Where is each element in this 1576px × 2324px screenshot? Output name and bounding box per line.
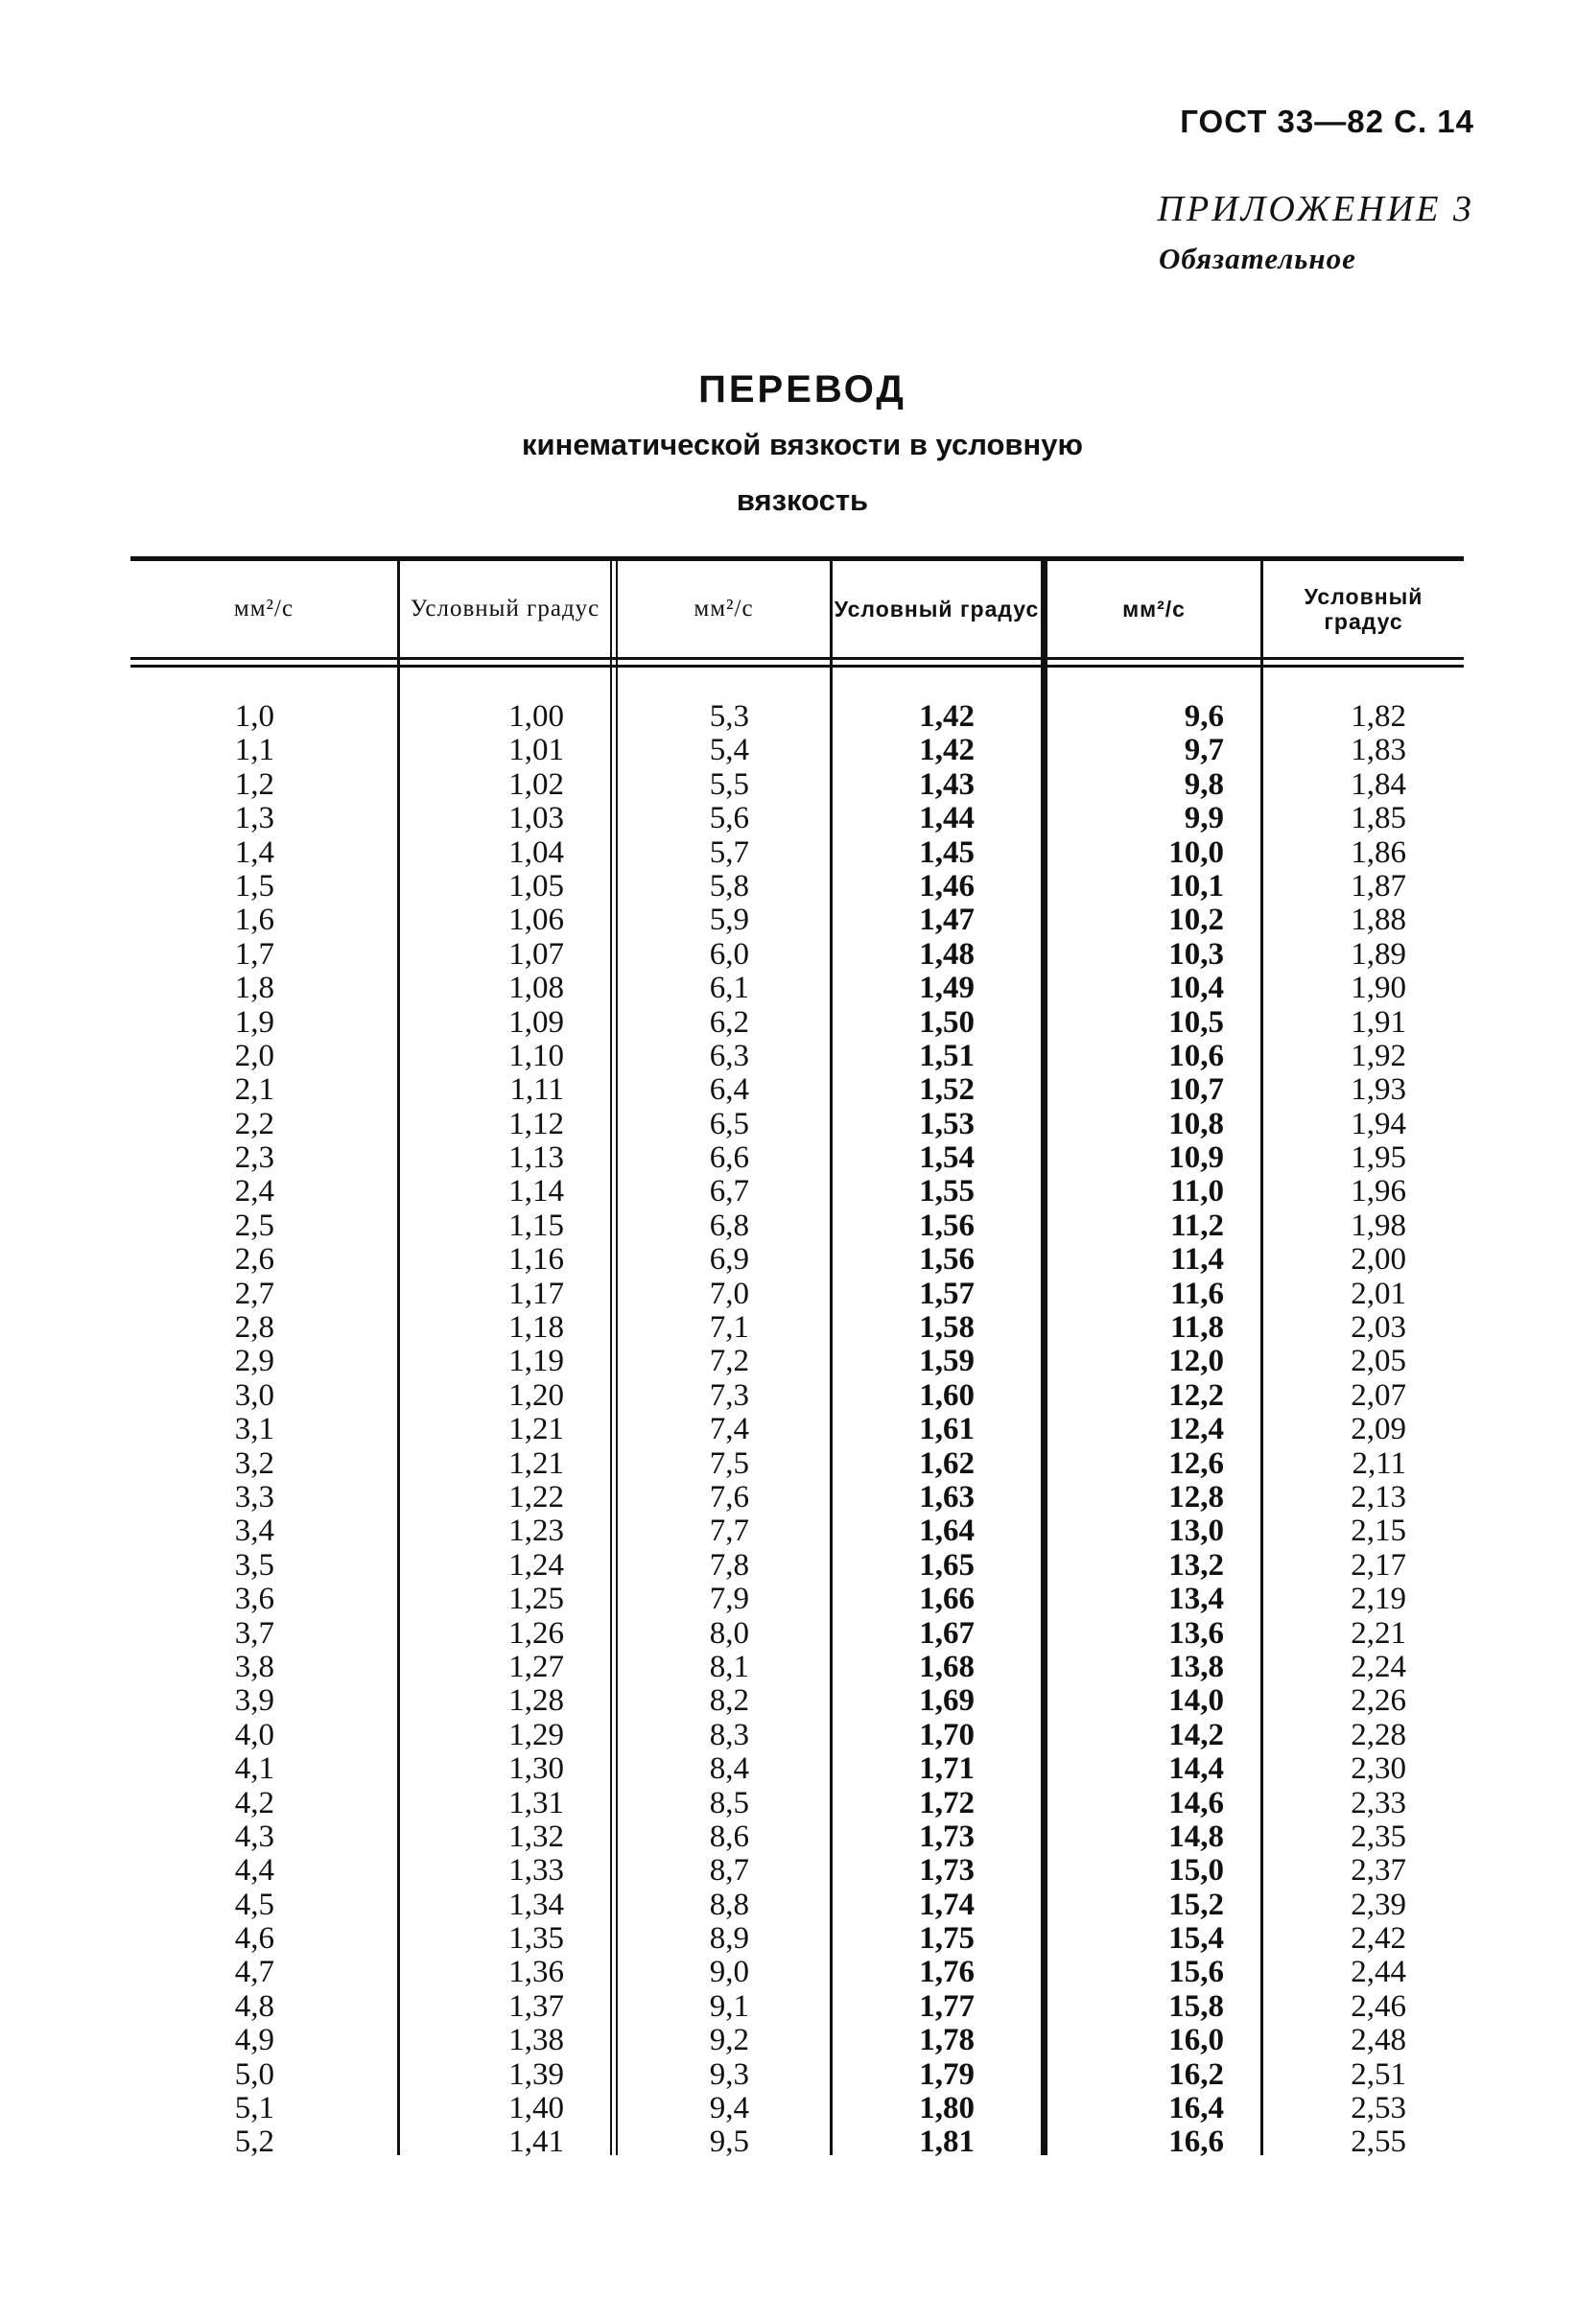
table-cell: 1,36 <box>508 1955 564 1990</box>
table-cell: 1,08 <box>508 971 564 1006</box>
table-cell: 15,4 <box>1168 1921 1224 1957</box>
table-cell: 1,07 <box>508 936 564 972</box>
table-cell: 1,79 <box>919 2056 975 2092</box>
table-cell: 2,44 <box>1351 1955 1406 1990</box>
table-cell: 9,4 <box>709 2091 749 2126</box>
table-cell: 1,75 <box>919 1921 975 1957</box>
header-bottom-rule-2 <box>130 665 1464 668</box>
table-cell: 4,6 <box>234 1921 274 1957</box>
table-cell: 5,0 <box>234 2056 274 2092</box>
table-cell: 7,3 <box>709 1377 749 1413</box>
table-cell: 1,32 <box>508 1819 564 1854</box>
table-cell: 16,6 <box>1168 2124 1224 2160</box>
table-cell: 12,6 <box>1168 1445 1224 1481</box>
header-viscosity-3: мм²/с <box>1122 597 1186 622</box>
table-cell: 2,21 <box>1351 1615 1406 1651</box>
table-cell: 10,5 <box>1168 1004 1224 1040</box>
table-cell: 16,2 <box>1168 2056 1224 2092</box>
table-cell: 4,7 <box>234 1955 274 1990</box>
table-cell: 3,6 <box>234 1582 274 1617</box>
table-cell: 1,61 <box>919 1412 975 1447</box>
table-cell: 4,5 <box>234 1887 274 1922</box>
table-cell: 7,5 <box>709 1445 749 1481</box>
table-cell: 1,89 <box>1351 936 1406 972</box>
table-cell: 1,33 <box>508 1853 564 1889</box>
table-cell: 13,2 <box>1168 1547 1224 1583</box>
subtitle-line-2: вязкость <box>736 483 869 517</box>
table-cell: 2,26 <box>1351 1683 1406 1719</box>
table-cell: 6,5 <box>709 1106 749 1141</box>
table-cell: 11,8 <box>1170 1310 1224 1346</box>
table-cell: 8,9 <box>709 1921 749 1957</box>
table-cell: 14,0 <box>1168 1683 1224 1719</box>
table-cell: 3,5 <box>234 1547 274 1583</box>
table-cell: 1,73 <box>919 1853 975 1889</box>
table-cell: 6,8 <box>709 1208 749 1243</box>
table-cell: 1,80 <box>919 2091 975 2126</box>
table-cell: 1,98 <box>1351 1208 1406 1243</box>
table-cell: 3,7 <box>234 1615 274 1651</box>
table-cell: 4,1 <box>234 1751 274 1787</box>
table-cell: 9,1 <box>709 1988 749 2024</box>
table-cell: 16,0 <box>1168 2023 1224 2058</box>
table-cell: 2,51 <box>1351 2056 1406 2092</box>
table-cell: 7,0 <box>709 1276 749 1311</box>
table-cell: 2,00 <box>1351 1242 1406 1278</box>
table-cell: 2,1 <box>234 1072 274 1108</box>
table-cell: 1,16 <box>508 1242 564 1278</box>
table-cell: 1,65 <box>919 1547 975 1583</box>
table-cell: 1,27 <box>508 1649 564 1684</box>
table-cell: 5,8 <box>709 868 749 904</box>
table-cell: 2,24 <box>1351 1649 1406 1684</box>
table-cell: 5,1 <box>234 2091 274 2126</box>
table-cell: 1,55 <box>919 1174 975 1209</box>
table-cell: 1,8 <box>234 971 274 1006</box>
table-cell: 10,8 <box>1168 1106 1224 1141</box>
table-cell: 1,20 <box>508 1377 564 1413</box>
table-cell: 1,95 <box>1351 1140 1406 1176</box>
table-cell: 9,2 <box>709 2023 749 2058</box>
table-cell: 2,48 <box>1351 2023 1406 2058</box>
column-divider <box>1260 561 1263 2155</box>
table-cell: 2,42 <box>1351 1921 1406 1957</box>
table-cell: 3,8 <box>234 1649 274 1684</box>
table-cell: 2,53 <box>1351 2091 1406 2126</box>
table-cell: 1,67 <box>919 1615 975 1651</box>
table-cell: 1,29 <box>508 1717 564 1752</box>
table-cell: 1,2 <box>234 766 274 802</box>
table-cell: 1,50 <box>919 1004 975 1040</box>
table-cell: 2,01 <box>1351 1276 1406 1311</box>
table-cell: 5,3 <box>709 699 749 734</box>
table-cell: 2,13 <box>1351 1479 1406 1514</box>
table-cell: 1,58 <box>919 1310 975 1346</box>
table-cell: 2,6 <box>234 1242 274 1278</box>
table-cell: 12,4 <box>1168 1412 1224 1447</box>
table-cell: 16,4 <box>1168 2091 1224 2126</box>
table-cell: 8,2 <box>709 1683 749 1719</box>
column-divider-thick <box>1041 561 1047 2155</box>
table-cell: 10,3 <box>1168 936 1224 972</box>
table-cell: 9,0 <box>709 1955 749 1990</box>
column-viscosity-1 <box>159 700 274 2160</box>
table-cell: 6,9 <box>709 1242 749 1278</box>
header-degree-3: Условный градус <box>1304 584 1423 634</box>
table-cell: 6,7 <box>709 1174 749 1209</box>
table-cell: 6,2 <box>709 1004 749 1040</box>
table-cell: 11,2 <box>1170 1208 1224 1243</box>
table-cell: 1,84 <box>1351 766 1406 802</box>
table-cell: 1,41 <box>508 2124 564 2160</box>
table-cell: 14,2 <box>1168 1717 1224 1752</box>
table-cell: 1,42 <box>919 733 975 768</box>
table-cell: 1,14 <box>508 1174 564 1209</box>
table-cell: 1,54 <box>919 1140 975 1176</box>
table-cell: 1,88 <box>1351 903 1406 938</box>
table-cell: 15,6 <box>1168 1955 1224 1990</box>
table-cell: 1,5 <box>234 868 274 904</box>
table-cell: 1,37 <box>508 1988 564 2024</box>
table-cell: 2,39 <box>1351 1887 1406 1922</box>
page-title: ПЕРЕВОД <box>698 368 906 411</box>
table-cell: 9,3 <box>709 2056 749 2092</box>
table-cell: 2,2 <box>234 1106 274 1141</box>
table-cell: 1,7 <box>234 936 274 972</box>
header-bottom-rule <box>130 657 1464 660</box>
table-cell: 1,52 <box>919 1072 975 1108</box>
table-cell: 2,03 <box>1351 1310 1406 1346</box>
table-cell: 6,6 <box>709 1140 749 1176</box>
table-cell: 1,1 <box>234 733 274 768</box>
appendix-label: ПРИЛОЖЕНИЕ 3 <box>1157 189 1474 229</box>
conversion-table <box>130 556 1464 2160</box>
table-cell: 7,1 <box>709 1310 749 1346</box>
table-cell: 1,24 <box>508 1547 564 1583</box>
table-cell: 13,4 <box>1168 1582 1224 1617</box>
table-cell: 1,59 <box>919 1344 975 1379</box>
table-cell: 8,0 <box>709 1615 749 1651</box>
table-cell: 10,2 <box>1168 903 1224 938</box>
table-cell: 1,78 <box>919 2023 975 2058</box>
table-cell: 2,3 <box>234 1140 274 1176</box>
header-degree-2: Условный градус <box>834 597 1040 622</box>
table-cell: 1,9 <box>234 1004 274 1040</box>
table-cell: 1,74 <box>919 1887 975 1922</box>
table-cell: 9,9 <box>1184 801 1224 836</box>
table-cell: 12,8 <box>1168 1479 1224 1514</box>
subtitle-line-1: кинематической вязкости в условную <box>522 428 1083 461</box>
table-cell: 1,13 <box>508 1140 564 1176</box>
table-cell: 1,94 <box>1351 1106 1406 1141</box>
table-cell: 3,4 <box>234 1514 274 1549</box>
table-cell: 1,34 <box>508 1887 564 1922</box>
table-cell: 4,4 <box>234 1853 274 1889</box>
table-cell: 1,60 <box>919 1377 975 1413</box>
table-cell: 1,35 <box>508 1921 564 1957</box>
table-cell: 2,30 <box>1351 1751 1406 1787</box>
table-cell: 1,46 <box>919 868 975 904</box>
table-cell: 1,6 <box>234 903 274 938</box>
table-cell: 10,9 <box>1168 1140 1224 1176</box>
table-cell: 2,15 <box>1351 1514 1406 1549</box>
table-cell: 1,45 <box>919 834 975 870</box>
table-cell: 5,7 <box>709 834 749 870</box>
table-cell: 1,57 <box>919 1276 975 1311</box>
table-cell: 2,28 <box>1351 1717 1406 1752</box>
column-degree-2 <box>856 700 975 2160</box>
table-cell: 13,6 <box>1168 1615 1224 1651</box>
table-cell: 2,09 <box>1351 1412 1406 1447</box>
table-cell: 1,31 <box>508 1785 564 1820</box>
table-cell: 1,10 <box>508 1038 564 1073</box>
table-cell: 8,5 <box>709 1785 749 1820</box>
column-degree-1 <box>430 700 564 2160</box>
table-cell: 2,35 <box>1351 1819 1406 1854</box>
header-viscosity-1: мм²/с <box>233 596 294 622</box>
table-cell: 1,25 <box>508 1582 564 1617</box>
column-viscosity-3 <box>1099 700 1224 2160</box>
table-cell: 1,0 <box>234 699 274 734</box>
table-cell: 2,4 <box>234 1174 274 1209</box>
table-cell: 1,42 <box>919 699 975 734</box>
table-cell: 11,4 <box>1170 1242 1224 1278</box>
table-cell: 6,4 <box>709 1072 749 1108</box>
table-cell: 1,72 <box>919 1785 975 1820</box>
table-cell: 2,33 <box>1351 1785 1406 1820</box>
table-cell: 1,73 <box>919 1819 975 1854</box>
header-degree-1: Условный градус <box>410 596 600 622</box>
table-cell: 1,4 <box>234 834 274 870</box>
header-viscosity-2: мм²/с <box>694 596 754 622</box>
document-reference: ГОСТ 33—82 С. 14 <box>1180 104 1474 139</box>
table-cell: 1,66 <box>919 1582 975 1617</box>
table-cell: 15,2 <box>1168 1887 1224 1922</box>
table-cell: 1,70 <box>919 1717 975 1752</box>
table-cell: 2,8 <box>234 1310 274 1346</box>
table-cell: 1,01 <box>508 733 564 768</box>
table-cell: 1,04 <box>508 834 564 870</box>
table-cell: 8,7 <box>709 1853 749 1889</box>
table-cell: 7,9 <box>709 1582 749 1617</box>
table-cell: 7,6 <box>709 1479 749 1514</box>
table-cell: 1,83 <box>1351 733 1406 768</box>
table-cell: 1,19 <box>508 1344 564 1379</box>
table-cell: 2,11 <box>1352 1445 1406 1481</box>
table-cell: 3,1 <box>234 1412 274 1447</box>
table-cell: 1,26 <box>508 1615 564 1651</box>
table-cell: 7,2 <box>709 1344 749 1379</box>
table-cell: 1,05 <box>508 868 564 904</box>
table-cell: 1,47 <box>919 903 975 938</box>
column-divider-double <box>610 561 618 2155</box>
table-cell: 1,71 <box>919 1751 975 1787</box>
table-cell: 1,23 <box>508 1514 564 1549</box>
table-cell: 7,4 <box>709 1412 749 1447</box>
table-cell: 2,19 <box>1351 1582 1406 1617</box>
table-cell: 2,5 <box>234 1208 274 1243</box>
table-cell: 12,2 <box>1168 1377 1224 1413</box>
table-cell: 9,8 <box>1184 766 1224 802</box>
table-cell: 13,0 <box>1168 1514 1224 1549</box>
table-cell: 14,4 <box>1168 1751 1224 1787</box>
table-cell: 1,90 <box>1351 971 1406 1006</box>
column-divider <box>830 561 833 2155</box>
table-cell: 1,38 <box>508 2023 564 2058</box>
table-cell: 1,09 <box>508 1004 564 1040</box>
table-cell: 3,9 <box>234 1683 274 1719</box>
table-cell: 1,64 <box>919 1514 975 1549</box>
table-cell: 11,6 <box>1170 1276 1224 1311</box>
table-cell: 1,28 <box>508 1683 564 1719</box>
table-cell: 5,5 <box>709 766 749 802</box>
table-cell: 2,46 <box>1351 1988 1406 2024</box>
table-cell: 1,49 <box>919 971 975 1006</box>
table-cell: 1,93 <box>1351 1072 1406 1108</box>
table-cell: 1,12 <box>508 1106 564 1141</box>
table-cell: 11,0 <box>1170 1174 1224 1209</box>
table-cell: 1,92 <box>1351 1038 1406 1073</box>
table-cell: 8,3 <box>709 1717 749 1752</box>
column-divider <box>397 561 400 2155</box>
table-cell: 1,43 <box>919 766 975 802</box>
table-cell: 1,63 <box>919 1479 975 1514</box>
table-cell: 5,2 <box>234 2124 274 2160</box>
table-cell: 6,3 <box>709 1038 749 1073</box>
table-cell: 7,7 <box>709 1514 749 1549</box>
table-cell: 7,8 <box>709 1547 749 1583</box>
table-cell: 6,1 <box>709 971 749 1006</box>
table-cell: 8,8 <box>709 1887 749 1922</box>
table-cell: 1,82 <box>1351 699 1406 734</box>
table-cell: 3,3 <box>234 1479 274 1514</box>
table-cell: 10,4 <box>1168 971 1224 1006</box>
table-cell: 1,44 <box>919 801 975 836</box>
table-cell: 2,0 <box>234 1038 274 1073</box>
table-cell: 1,86 <box>1351 834 1406 870</box>
table-cell: 14,8 <box>1168 1819 1224 1854</box>
table-cell: 1,18 <box>508 1310 564 1346</box>
table-cell: 1,69 <box>919 1683 975 1719</box>
table-cell: 1,51 <box>919 1038 975 1073</box>
table-cell: 3,2 <box>234 1445 274 1481</box>
table-cell: 1,17 <box>508 1276 564 1311</box>
table-cell: 1,53 <box>919 1106 975 1141</box>
table-cell: 1,85 <box>1351 801 1406 836</box>
table-cell: 1,91 <box>1351 1004 1406 1040</box>
table-cell: 8,4 <box>709 1751 749 1787</box>
table-cell: 6,0 <box>709 936 749 972</box>
table-cell: 5,4 <box>709 733 749 768</box>
column-viscosity-2 <box>629 700 749 2160</box>
table-cell: 4,2 <box>234 1785 274 1820</box>
table-cell: 1,56 <box>919 1242 975 1278</box>
table-cell: 8,1 <box>709 1649 749 1684</box>
column-degree-3 <box>1278 700 1406 2160</box>
table-cell: 10,0 <box>1168 834 1224 870</box>
table-cell: 1,76 <box>919 1955 975 1990</box>
table-cell: 1,56 <box>919 1208 975 1243</box>
table-cell: 10,7 <box>1168 1072 1224 1108</box>
table-cell: 2,55 <box>1351 2124 1406 2160</box>
table-cell: 4,9 <box>234 2023 274 2058</box>
table-cell: 1,68 <box>919 1649 975 1684</box>
table-cell: 1,39 <box>508 2056 564 2092</box>
table-cell: 2,9 <box>234 1344 274 1379</box>
table-cell: 15,0 <box>1168 1853 1224 1889</box>
table-cell: 1,48 <box>919 936 975 972</box>
table-cell: 15,8 <box>1168 1988 1224 2024</box>
table-cell: 3,0 <box>234 1377 274 1413</box>
table-cell: 2,05 <box>1351 1344 1406 1379</box>
table-cell: 14,6 <box>1168 1785 1224 1820</box>
table-cell: 10,1 <box>1168 868 1224 904</box>
table-cell: 1,81 <box>919 2124 975 2160</box>
table-cell: 1,21 <box>508 1412 564 1447</box>
table-cell: 4,8 <box>234 1988 274 2024</box>
table-cell: 1,06 <box>508 903 564 938</box>
table-cell: 5,9 <box>709 903 749 938</box>
table-cell: 8,6 <box>709 1819 749 1854</box>
table-cell: 1,00 <box>508 699 564 734</box>
table-cell: 1,96 <box>1351 1174 1406 1209</box>
table-cell: 1,11 <box>509 1072 564 1108</box>
table-cell: 1,03 <box>508 801 564 836</box>
table-cell: 4,0 <box>234 1717 274 1752</box>
table-cell: 10,6 <box>1168 1038 1224 1073</box>
mandatory-note: Обязательное <box>1159 242 1356 275</box>
table-cell: 9,7 <box>1184 733 1224 768</box>
table-cell: 2,17 <box>1351 1547 1406 1583</box>
table-cell: 2,37 <box>1351 1853 1406 1889</box>
table-cell: 1,21 <box>508 1445 564 1481</box>
table-cell: 9,5 <box>709 2124 749 2160</box>
table-cell: 1,22 <box>508 1479 564 1514</box>
table-cell: 1,02 <box>508 766 564 802</box>
table-cell: 5,6 <box>709 801 749 836</box>
table-cell: 1,87 <box>1351 868 1406 904</box>
table-cell: 12,0 <box>1168 1344 1224 1379</box>
table-cell: 9,6 <box>1184 699 1224 734</box>
table-cell: 2,07 <box>1351 1377 1406 1413</box>
table-cell: 1,15 <box>508 1208 564 1243</box>
table-cell: 1,77 <box>919 1988 975 2024</box>
table-cell: 1,40 <box>508 2091 564 2126</box>
table-cell: 13,8 <box>1168 1649 1224 1684</box>
table-cell: 4,3 <box>234 1819 274 1854</box>
table-cell: 1,30 <box>508 1751 564 1787</box>
table-cell: 1,62 <box>919 1445 975 1481</box>
table-cell: 1,3 <box>234 801 274 836</box>
table-cell: 2,7 <box>234 1276 274 1311</box>
